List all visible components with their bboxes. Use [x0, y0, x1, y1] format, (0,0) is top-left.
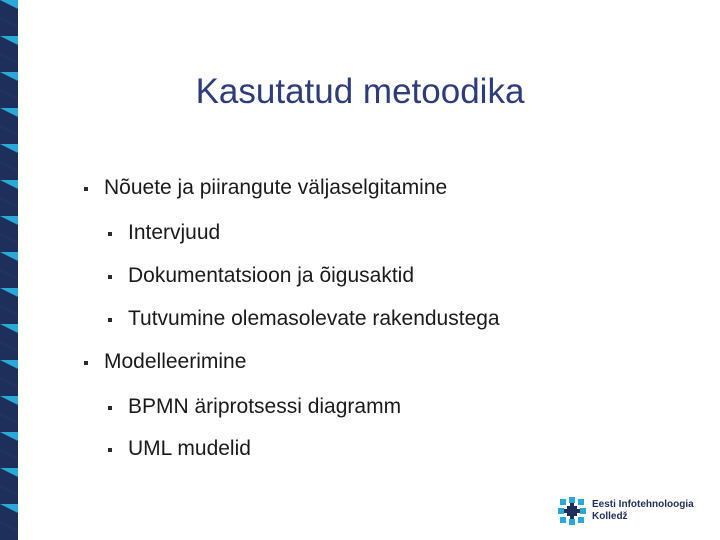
bullet-uml: [108, 437, 251, 461]
bullet-text: Tutvumine olemasolevate rakendustega: [128, 307, 500, 330]
college-logo-text: [592, 499, 694, 523]
college-logo: [558, 497, 694, 525]
bullet-marker: [108, 406, 112, 410]
bullet-existing-apps: [108, 307, 500, 331]
bullet-bpmn: [108, 395, 401, 419]
bullet-requirements: [84, 176, 447, 200]
bullet-text: Nõuete ja piirangute väljaselgitamine: [104, 176, 448, 199]
bullet-text: Intervjuud: [128, 221, 221, 244]
logo-line-2: Kolledž: [592, 511, 628, 522]
bullet-text: Dokumentatsioon ja õigusaktid: [128, 264, 415, 287]
bullet-marker: [108, 275, 112, 279]
bullet-interviews: [108, 221, 220, 245]
bullet-marker: [84, 187, 88, 191]
bullet-marker: [108, 232, 112, 236]
bullet-marker: [84, 361, 88, 365]
bullet-marker: [108, 448, 112, 452]
decorative-left-border: [0, 0, 18, 540]
bullet-modelling: [84, 350, 246, 374]
bullet-marker: [108, 318, 112, 322]
logo-line-1: Eesti Infotehnoloogia: [592, 499, 694, 510]
slide-title: Kasutatud metoodika: [195, 72, 525, 111]
bullet-text: Modelleerimine: [104, 350, 247, 373]
bullet-text: UML mudelid: [128, 437, 251, 460]
college-logo-icon: [558, 497, 586, 525]
bullet-text: BPMN äriprotsessi diagramm: [128, 395, 402, 418]
bullet-documentation: [108, 264, 414, 288]
